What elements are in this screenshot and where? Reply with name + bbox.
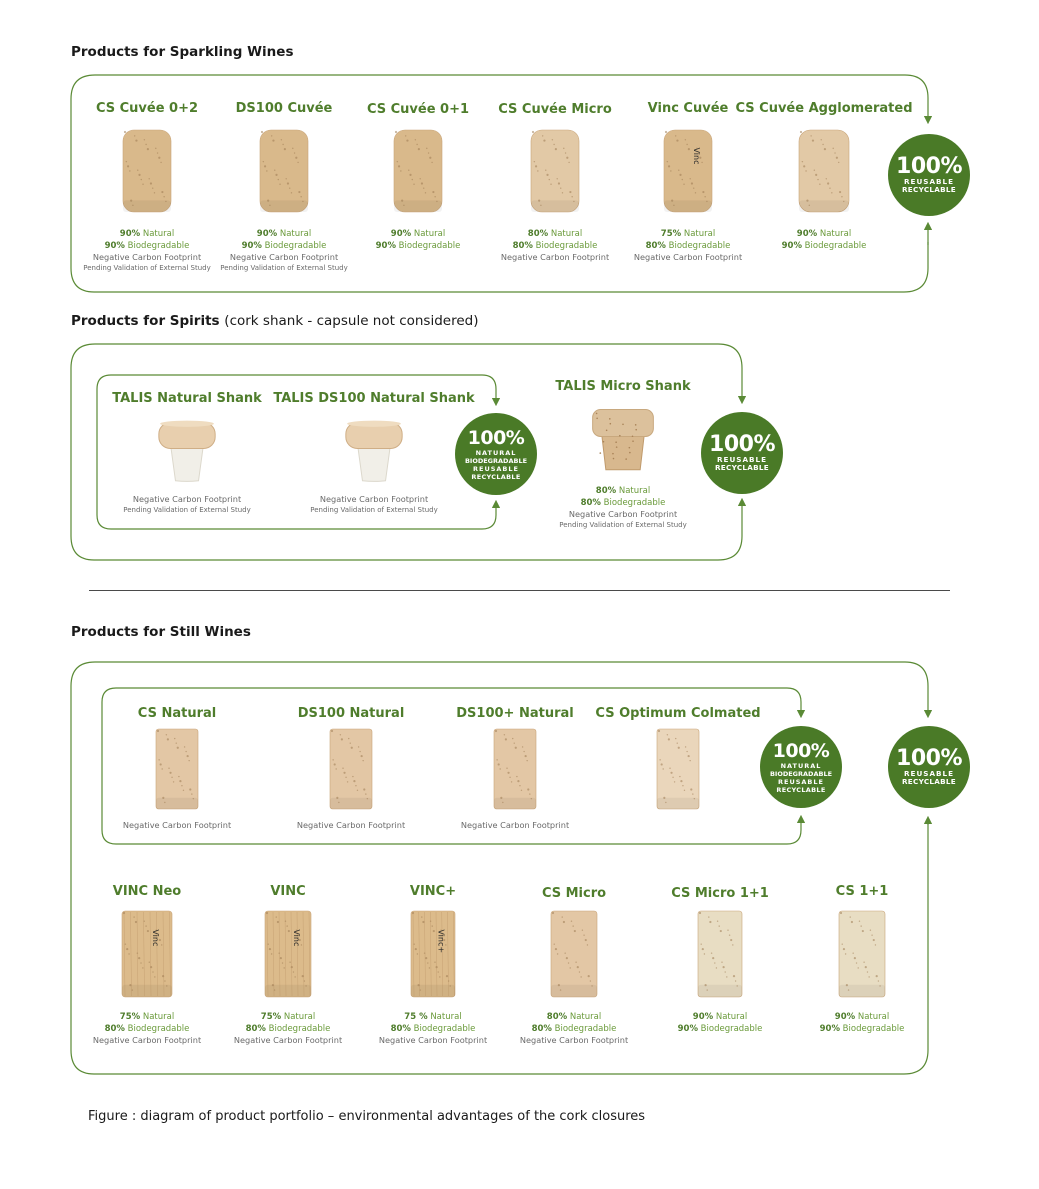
product-name: Vinc Cuvée xyxy=(647,101,729,116)
badge-pct: 100% xyxy=(709,431,775,457)
biodegradable-pct: 90% xyxy=(375,240,396,251)
sparkling-section-title: Products for Sparkling Wines xyxy=(71,44,294,60)
cork-brand-mark: Vinc xyxy=(692,147,701,165)
natural-label: Natural xyxy=(413,229,446,239)
spirits-subtitle-text: (cork shank - capsule not considered) xyxy=(224,313,479,329)
spirits-title-text: Products for Spirits xyxy=(71,313,220,329)
product-info xyxy=(123,494,250,515)
natural-pct: 75% xyxy=(260,1012,282,1022)
natural-pct: 90% xyxy=(796,229,818,239)
product-info xyxy=(310,494,437,515)
badge-line: BIODEGRADABLE xyxy=(769,770,833,778)
biodegradable-pct: 90% xyxy=(819,1023,840,1034)
product-cork xyxy=(410,910,456,1003)
biodegradable-label: Biodegradable xyxy=(804,240,867,251)
biodegradable-line xyxy=(678,1024,763,1036)
product-cork xyxy=(493,728,537,815)
badge-spirits-outer xyxy=(701,412,783,494)
biodegradable-pct: 80% xyxy=(531,1023,552,1034)
product-cork xyxy=(530,129,580,218)
biodegradable-line xyxy=(559,498,686,510)
natural-pct: 80% xyxy=(546,1012,568,1022)
biodegradable-line xyxy=(820,1024,905,1036)
badge-still-outer xyxy=(888,726,970,808)
natural-label: Natural xyxy=(550,229,583,239)
biodegradable-pct: 90% xyxy=(104,240,125,251)
biodegradable-label: Biodegradable xyxy=(554,1023,617,1034)
badge-still-inner xyxy=(760,726,842,808)
natural-line xyxy=(379,1012,487,1024)
badge-line: REUSABLE xyxy=(778,778,824,786)
biodegradable-line xyxy=(379,1024,487,1036)
product-info xyxy=(220,229,347,273)
badge-pct: 100% xyxy=(896,745,962,771)
product-cork xyxy=(393,129,443,218)
product-cork xyxy=(656,728,700,815)
cork-icon xyxy=(798,129,850,213)
biodegradable-label: Biodegradable xyxy=(127,240,190,251)
cork-icon xyxy=(329,728,373,810)
carbon-footprint-note: Negative Carbon Footprint xyxy=(92,252,202,262)
badge-line: RECYCLABLE xyxy=(776,786,826,794)
biodegradable-line xyxy=(376,241,461,253)
product-cork xyxy=(155,420,219,487)
product-name: CS 1+1 xyxy=(835,884,889,899)
natural-line xyxy=(93,1012,201,1024)
cork-icon xyxy=(155,420,219,482)
badge-sparkling xyxy=(888,134,970,216)
biodegradable-pct: 90% xyxy=(781,240,802,251)
biodegradable-label: Biodegradable xyxy=(668,240,731,251)
product-name: CS Optimum Colmated xyxy=(595,706,761,721)
badge-line: NATURAL xyxy=(780,762,822,770)
cork-brand-mark: Vinc xyxy=(291,929,301,947)
product-info xyxy=(93,1012,201,1047)
natural-line xyxy=(782,229,867,241)
biodegradable-label: Biodegradable xyxy=(842,1023,905,1034)
product-cork xyxy=(155,728,199,815)
product-cork xyxy=(342,420,406,487)
product-cork xyxy=(264,910,312,1003)
cork-icon xyxy=(530,129,580,213)
product-name: CS Cuvée 0+2 xyxy=(95,101,199,116)
biodegradable-label: Biodegradable xyxy=(264,240,327,251)
product-info xyxy=(461,820,569,832)
natural-line xyxy=(83,229,210,241)
product-name: VINC Neo xyxy=(112,884,182,899)
badge-line: REUSABLE xyxy=(904,768,954,778)
product-cork xyxy=(121,910,173,1003)
product-name: DS100 Cuvée xyxy=(235,101,333,116)
carbon-footprint-note: Negative Carbon Footprint xyxy=(92,1035,202,1045)
product-cork xyxy=(838,910,886,1003)
badge-line: RECYCLABLE xyxy=(901,777,957,786)
natural-pct: 75% xyxy=(660,229,682,239)
biodegradable-label: Biodegradable xyxy=(413,1023,476,1034)
biodegradable-label: Biodegradable xyxy=(398,240,461,251)
badge-line: RECYCLABLE xyxy=(714,463,770,472)
cork-icon xyxy=(155,728,199,810)
carbon-footprint-note: Negative Carbon Footprint xyxy=(122,820,232,830)
badge-line: REUSABLE xyxy=(473,465,519,473)
cork-icon xyxy=(259,129,309,213)
natural-pct: 75 % xyxy=(404,1012,428,1022)
badge-line: REUSABLE xyxy=(717,454,767,464)
cork-brand-mark: Vinc+ xyxy=(436,929,446,954)
natural-line xyxy=(234,1012,342,1024)
natural-label: Natural xyxy=(142,1012,175,1022)
carbon-footprint-note: Negative Carbon Footprint xyxy=(296,820,406,830)
biodegradable-label: Biodegradable xyxy=(127,1023,190,1034)
product-info xyxy=(123,820,231,832)
product-name: CS Micro xyxy=(541,886,607,901)
cork-icon xyxy=(493,728,537,810)
cork-icon xyxy=(590,407,656,471)
carbon-footprint-note: Negative Carbon Footprint xyxy=(319,494,429,504)
validation-note: Pending Validation of External Study xyxy=(310,505,438,514)
product-cork xyxy=(798,129,850,218)
biodegradable-line xyxy=(520,1024,628,1036)
natural-line xyxy=(634,229,742,241)
cork-icon xyxy=(121,910,173,998)
product-cork xyxy=(697,910,743,1003)
natural-label: Natural xyxy=(618,486,651,496)
cork-icon xyxy=(663,129,713,213)
validation-note: Pending Validation of External Study xyxy=(123,505,251,514)
product-name: TALIS Micro Shank xyxy=(555,379,691,394)
cork-icon xyxy=(122,129,172,213)
badge-line: NATURAL xyxy=(475,449,517,457)
biodegradable-pct: 80% xyxy=(512,240,533,251)
natural-pct: 90% xyxy=(119,229,141,239)
badge-spirits-inner xyxy=(455,413,537,495)
cork-icon xyxy=(264,910,312,998)
biodegradable-line xyxy=(782,241,867,253)
natural-line xyxy=(220,229,347,241)
natural-pct: 90% xyxy=(692,1012,714,1022)
biodegradable-pct: 80% xyxy=(580,497,601,508)
product-info xyxy=(782,229,867,252)
carbon-footprint-note: Negative Carbon Footprint xyxy=(132,494,242,504)
natural-line xyxy=(376,229,461,241)
natural-line xyxy=(559,486,686,498)
product-cork xyxy=(122,129,172,218)
biodegradable-line xyxy=(83,241,210,253)
biodegradable-label: Biodegradable xyxy=(700,1023,763,1034)
carbon-footprint-note: Negative Carbon Footprint xyxy=(378,1035,488,1045)
product-name: DS100+ Natural xyxy=(456,706,574,721)
natural-pct: 90% xyxy=(390,229,412,239)
natural-line xyxy=(501,229,609,241)
natural-line xyxy=(678,1012,763,1024)
cork-icon xyxy=(697,910,743,998)
product-name: CS Micro 1+1 xyxy=(671,886,769,901)
badge-pct: 100% xyxy=(467,427,525,449)
product-info xyxy=(678,1012,763,1035)
biodegradable-pct: 80% xyxy=(245,1023,266,1034)
biodegradable-pct: 80% xyxy=(390,1023,411,1034)
cork-icon xyxy=(410,910,456,998)
biodegradable-pct: 90% xyxy=(677,1023,698,1034)
product-info xyxy=(234,1012,342,1047)
cork-icon xyxy=(656,728,700,810)
cork-icon xyxy=(550,910,598,998)
natural-pct: 80% xyxy=(595,486,617,496)
product-name: DS100 Natural xyxy=(297,706,405,721)
badge-pct: 100% xyxy=(896,153,962,179)
natural-label: Natural xyxy=(279,229,312,239)
natural-pct: 90% xyxy=(834,1012,856,1022)
product-name: CS Cuvée 0+1 xyxy=(366,102,470,117)
product-info xyxy=(83,229,210,273)
biodegradable-line xyxy=(501,241,609,253)
cork-icon xyxy=(838,910,886,998)
carbon-footprint-note: Negative Carbon Footprint xyxy=(568,509,678,519)
product-name: CS Natural xyxy=(137,706,217,721)
natural-line xyxy=(820,1012,905,1024)
biodegradable-line xyxy=(634,241,742,253)
biodegradable-label: Biodegradable xyxy=(603,497,666,508)
carbon-footprint-note: Negative Carbon Footprint xyxy=(460,820,570,830)
natural-label: Natural xyxy=(683,229,716,239)
product-cork xyxy=(329,728,373,815)
badge-line: RECYCLABLE xyxy=(901,185,957,194)
biodegradable-label: Biodegradable xyxy=(535,240,598,251)
product-info xyxy=(501,229,609,264)
natural-label: Natural xyxy=(857,1012,890,1022)
product-info xyxy=(520,1012,628,1047)
carbon-footprint-note: Negative Carbon Footprint xyxy=(519,1035,629,1045)
product-name: TALIS DS100 Natural Shank xyxy=(273,391,475,406)
natural-label: Natural xyxy=(430,1012,462,1022)
validation-note: Pending Validation of External Study xyxy=(220,263,348,272)
product-info xyxy=(820,1012,905,1035)
product-info xyxy=(634,229,742,264)
product-cork xyxy=(550,910,598,1003)
badge-line: BIODEGRADABLE xyxy=(464,457,528,465)
product-info xyxy=(379,1012,487,1047)
validation-note: Pending Validation of External Study xyxy=(559,520,687,529)
natural-label: Natural xyxy=(283,1012,316,1022)
product-info xyxy=(559,486,686,530)
validation-note: Pending Validation of External Study xyxy=(83,263,211,272)
natural-pct: 75% xyxy=(119,1012,141,1022)
product-cork xyxy=(259,129,309,218)
biodegradable-pct: 90% xyxy=(241,240,262,251)
product-cork xyxy=(663,129,713,218)
carbon-footprint-note: Negative Carbon Footprint xyxy=(500,252,610,262)
biodegradable-pct: 80% xyxy=(104,1023,125,1034)
product-cork xyxy=(590,407,656,476)
product-name: TALIS Natural Shank xyxy=(112,391,262,406)
biodegradable-line xyxy=(234,1024,342,1036)
figure-caption: Figure : diagram of product portfolio – environmental advantages of the cork closures xyxy=(88,1109,646,1124)
badge-pct: 100% xyxy=(772,740,830,762)
natural-label: Natural xyxy=(569,1012,602,1022)
carbon-footprint-note: Negative Carbon Footprint xyxy=(633,252,743,262)
biodegradable-line xyxy=(220,241,347,253)
natural-label: Natural xyxy=(142,229,175,239)
product-info xyxy=(297,820,405,832)
cork-icon xyxy=(393,129,443,213)
cork-icon xyxy=(342,420,406,482)
badge-line: REUSABLE xyxy=(904,176,954,186)
product-name: VINC xyxy=(270,884,306,899)
biodegradable-pct: 80% xyxy=(645,240,666,251)
carbon-footprint-note: Negative Carbon Footprint xyxy=(229,252,339,262)
natural-label: Natural xyxy=(715,1012,748,1022)
carbon-footprint-note: Negative Carbon Footprint xyxy=(233,1035,343,1045)
badge-line: RECYCLABLE xyxy=(471,473,521,481)
natural-line xyxy=(520,1012,628,1024)
natural-pct: 90% xyxy=(256,229,278,239)
product-info xyxy=(376,229,461,252)
natural-pct: 80% xyxy=(527,229,549,239)
cork-brand-mark: Vinc xyxy=(151,929,161,947)
product-name: CS Cuvée Micro xyxy=(498,102,612,117)
biodegradable-line xyxy=(93,1024,201,1036)
product-name: VINC+ xyxy=(409,884,457,899)
natural-label: Natural xyxy=(819,229,852,239)
biodegradable-label: Biodegradable xyxy=(268,1023,331,1034)
product-name: CS Cuvée Agglomerated xyxy=(735,101,913,116)
still-section-title: Products for Still Wines xyxy=(71,624,251,640)
